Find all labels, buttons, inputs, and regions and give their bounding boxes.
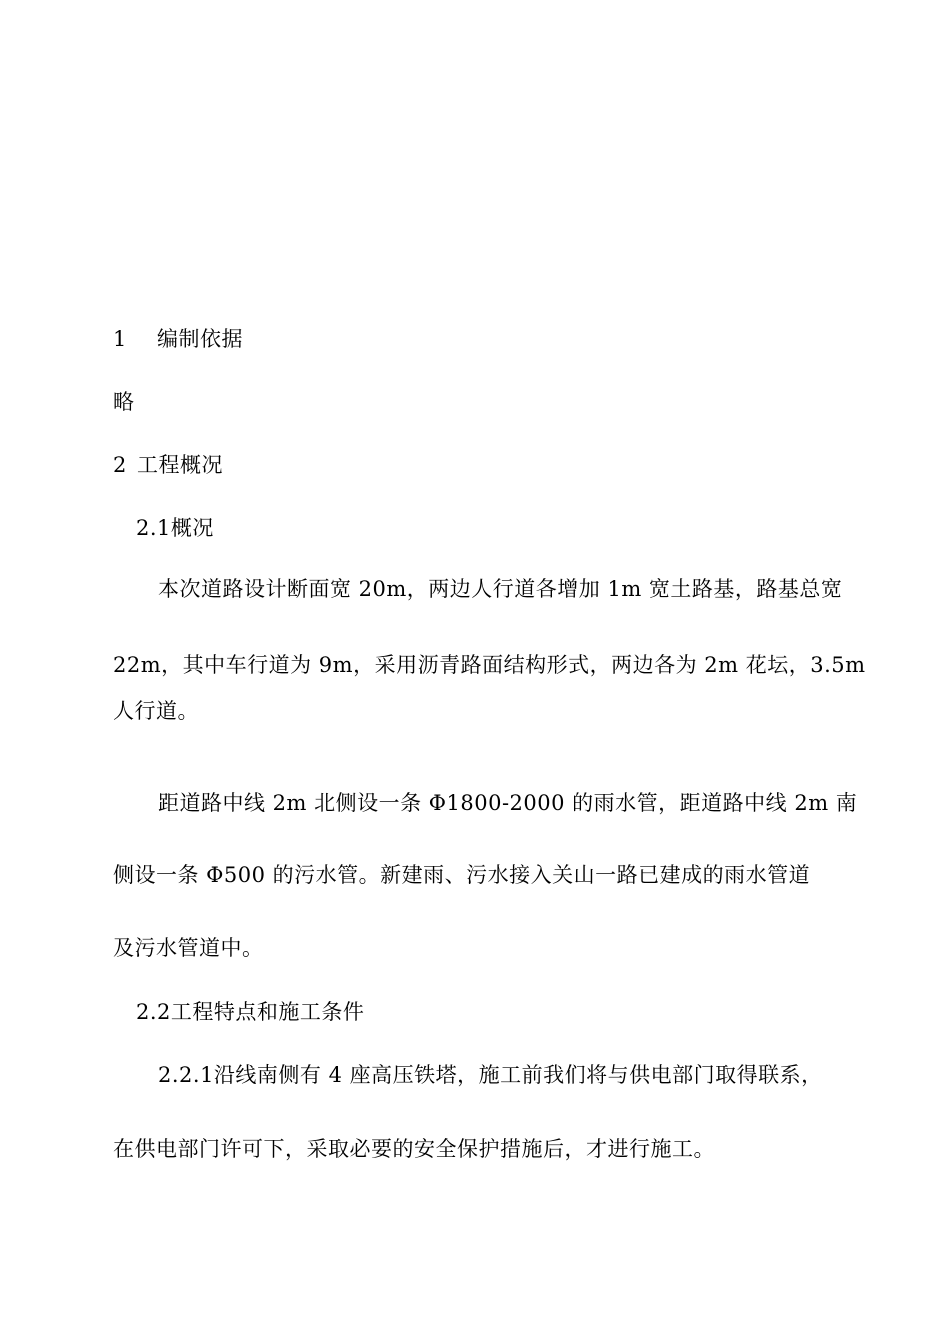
para-2-1-2-line-2: 侧设一条 Φ500 的污水管。新建雨、污水接入关山一路已建成的雨水管道 xyxy=(113,863,811,887)
section-2-number: 2 xyxy=(113,453,127,477)
subsection-2-2-heading: 2.2工程特点和施工条件 xyxy=(136,1000,365,1024)
section-2-heading xyxy=(113,451,223,479)
para-2-1-1-line-3: 人行道。 xyxy=(113,699,199,723)
para-2-2-1-line-2: 在供电部门许可下，采取必要的安全保护措施后，才进行施工。 xyxy=(113,1137,715,1161)
section-1-number: 1 xyxy=(113,327,127,351)
para-2-2-1-line-1: 2.2.1沿线南侧有 4 座高压铁塔，施工前我们将与供电部门取得联系， xyxy=(158,1063,823,1087)
section-2-title: 工程概况 xyxy=(137,453,223,477)
section-1-body: 略 xyxy=(113,390,135,414)
section-1-title: 编制依据 xyxy=(157,327,243,351)
para-2-1-1-line-2: 22m，其中车行道为 9m，采用沥青路面结构形式，两边各为 2m 花坛，3.5m xyxy=(113,653,866,677)
section-1-heading xyxy=(113,325,243,353)
para-2-1-2-line-1: 距道路中线 2m 北侧设一条 Φ1800-2000 的雨水管，距道路中线 2m 南 xyxy=(158,791,858,815)
subsection-2-1-heading: 2.1概况 xyxy=(136,516,214,540)
para-2-1-2-line-3: 及污水管道中。 xyxy=(113,936,264,960)
para-2-1-1-line-1: 本次道路设计断面宽 20m，两边人行道各增加 1m 宽土路基，路基总宽 xyxy=(158,577,843,601)
